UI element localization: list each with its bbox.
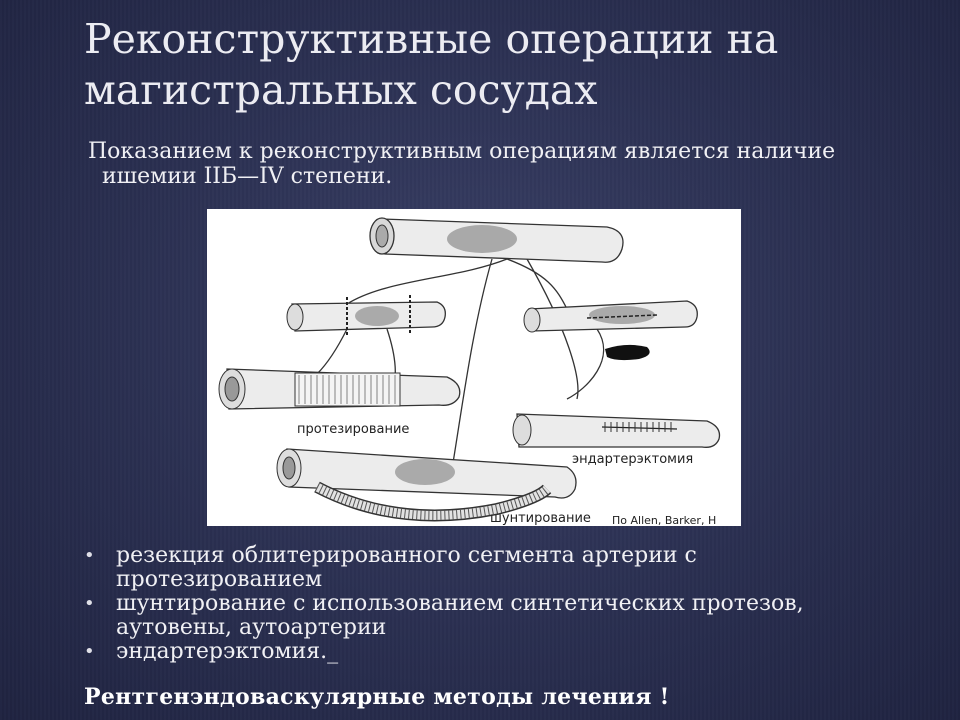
bullet-list: [84, 544, 884, 664]
bypass-artery: [277, 449, 576, 515]
removed-plaque: [605, 345, 650, 360]
sutured-artery: [513, 414, 720, 447]
slide-title: Реконструктивные операции на магистральных сосудах: [84, 15, 779, 114]
label-prosthesis: протезирование: [297, 422, 410, 437]
subtitle-line-1: Показанием к реконструктивным операциям является наличие: [88, 139, 836, 164]
subtitle-line-2: ишемии IIБ—IV степени.: [102, 164, 393, 189]
bullet-marker: •: [84, 641, 95, 662]
prosthesis-artery: [219, 369, 460, 409]
label-bypass: шунтирование: [490, 511, 591, 526]
resection-artery: [287, 295, 445, 337]
bullet-item: • эндартерэктомия._: [84, 639, 339, 664]
figure-credit: По Allen, Barker, H: [612, 514, 717, 527]
vascular-surgery-illustration: [207, 209, 741, 526]
bullet-marker: •: [84, 545, 95, 566]
bullet-item: • шунтирование с использованием синтетических протезов, аутовены, аутоартерии: [84, 591, 804, 640]
slide-subtitle: [88, 139, 888, 189]
bullet-item: • резекция облитерированного сегмента артерии с протезированием: [84, 543, 697, 592]
slide-footer-note: Рентгенэндоваскулярные методы лечения !: [84, 684, 670, 710]
label-endarterectomy: эндартерэктомия: [572, 452, 694, 467]
bullet-marker: •: [84, 593, 95, 614]
opened-artery: [524, 301, 697, 332]
intact-artery: [370, 218, 623, 262]
vessel-drawing: [207, 209, 741, 526]
